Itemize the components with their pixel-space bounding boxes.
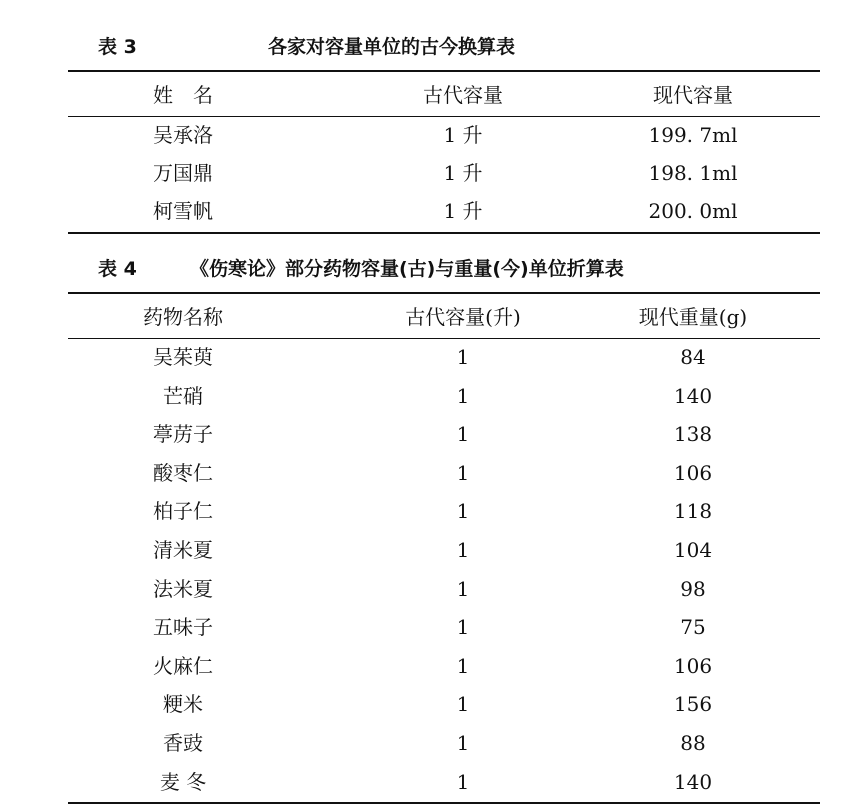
table-row (68, 763, 820, 802)
table3-cell-name: 吴承洛 (153, 123, 213, 147)
table4-cell-ancient: 1 (456, 538, 470, 562)
table4-cell-name: 粳米 (163, 692, 203, 717)
table4-cell-ancient: 1 (456, 615, 470, 640)
table3-caption (98, 32, 516, 59)
table3-cell-name: 柯雪帆 (153, 199, 213, 223)
table4-cell-name: 香豉 (163, 731, 203, 755)
table4-label: 表 4 (98, 258, 137, 280)
table4-top-rule (68, 292, 820, 294)
table4-caption (98, 254, 624, 281)
table4-cell-name: 吴茱萸 (153, 345, 213, 369)
table4-cell-name: 法米夏 (153, 576, 213, 601)
table3-cell-ancient: 1 升 (443, 123, 483, 147)
table4-cell-modern: 140 (673, 769, 713, 794)
table4-cell-ancient: 1 (456, 499, 470, 524)
table4-cell-modern: 104 (673, 538, 713, 562)
table4-cell-ancient: 1 (456, 769, 470, 794)
table-row (68, 724, 820, 763)
table4-title: 《伤寒论》部分药物容量(古)与重量(今)单位折算表 (190, 258, 624, 280)
table-row (68, 492, 820, 531)
table3-header-modern: 现代容量 (653, 83, 733, 107)
table-row (68, 415, 820, 454)
table4-cell-modern: 75 (680, 615, 706, 640)
table-row (68, 531, 820, 570)
table4-cell-name: 麦 冬 (159, 769, 207, 794)
table4-cell-name: 火麻仁 (153, 653, 213, 678)
table4-cell-ancient: 1 (456, 383, 470, 408)
table-row (68, 647, 820, 686)
table3-header-name: 姓 名 (153, 83, 213, 107)
table3-cell-modern: 199. 7ml (648, 123, 738, 147)
table3-cell-modern: 198. 1ml (648, 161, 738, 185)
table4-cell-name: 葶苈子 (153, 422, 213, 447)
table4-cell-modern: 88 (680, 731, 706, 755)
table3-cell-modern: 200. 0ml (648, 199, 738, 223)
table4-cell-modern: 106 (673, 653, 713, 678)
table3-cell-ancient: 1 升 (443, 199, 483, 223)
table3-header-row (68, 76, 820, 114)
table4-cell-modern: 106 (673, 460, 713, 485)
table4-header-name: 药物名称 (143, 305, 223, 329)
table4-cell-name: 五味子 (153, 615, 213, 640)
table4-header-ancient: 古代容量(升) (405, 305, 521, 329)
table-row (68, 685, 820, 724)
table4-cell-name: 酸枣仁 (153, 460, 213, 485)
table-row (68, 454, 820, 493)
table4-header-modern: 现代重量(g) (638, 305, 748, 329)
table4-bottom-rule (68, 802, 820, 804)
table4-cell-name: 芒硝 (163, 383, 203, 408)
table3-cell-ancient: 1 升 (443, 161, 483, 185)
table4-cell-modern: 84 (680, 345, 706, 369)
table4-cell-name: 清米夏 (153, 538, 213, 562)
table3-bottom-rule (68, 232, 820, 234)
table4-cell-modern: 118 (673, 499, 713, 524)
table-row (68, 116, 820, 154)
table4-cell-ancient: 1 (456, 345, 470, 369)
table4-cell-modern: 140 (673, 383, 713, 408)
table3-title: 各家对容量单位的古今换算表 (268, 36, 516, 58)
table-row (68, 192, 820, 230)
table4-cell-name: 柏子仁 (153, 499, 213, 524)
table-row (68, 608, 820, 647)
table3-header-ancient: 古代容量 (423, 83, 503, 107)
table4-cell-modern: 156 (673, 692, 713, 717)
table4-header-row (68, 298, 820, 337)
table-row (68, 338, 820, 377)
table-row (68, 377, 820, 416)
table3-top-rule (68, 70, 820, 72)
table3-cell-name: 万国鼎 (153, 161, 213, 185)
table4-cell-ancient: 1 (456, 692, 470, 717)
table4-cell-ancient: 1 (456, 422, 470, 447)
table4-cell-ancient: 1 (456, 460, 470, 485)
table-row (68, 570, 820, 609)
table4-cell-ancient: 1 (456, 653, 470, 678)
table-row (68, 154, 820, 192)
table4-cell-ancient: 1 (456, 731, 470, 755)
table4-cell-modern: 138 (673, 422, 713, 447)
table4-cell-ancient: 1 (456, 576, 470, 601)
table3-label: 表 3 (98, 36, 137, 58)
table4-cell-modern: 98 (680, 576, 706, 601)
